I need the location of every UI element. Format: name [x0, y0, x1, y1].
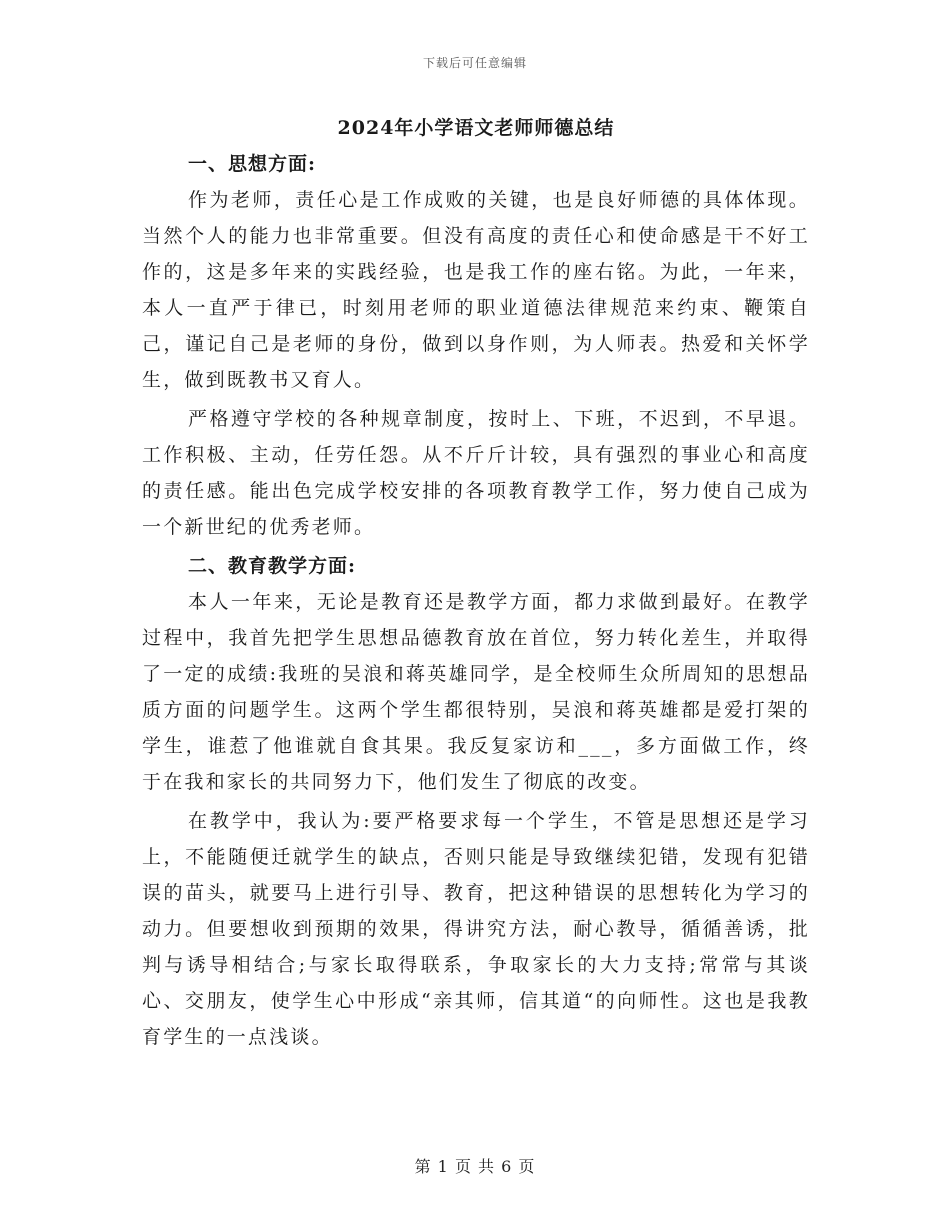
page-indicator: 第 1 页 共 6 页	[414, 1157, 536, 1176]
document-title: 2024年小学语文老师师德总结	[337, 117, 615, 139]
paragraph-thought-responsibility: 作为老师，责任心是工作成败的关键，也是良好师德的具体体现。当然个人的能力也非常重要。但没有高度的责任心和使命感是干不好工作的，这是多年来的实践经验，也是我工作的座右铭。为此，一年来，本人一直严于律已，时刻用老师的职业道德法律规范来约束、鞭策自己，谨记自己是老师的身份，做到以身作则，为人师表。热爱和关怀学生，做到既教书又育人。	[142, 189, 810, 391]
header-note: 下载后可任意编辑	[422, 56, 527, 70]
paragraph-teaching-moral-education: 本人一年来，无论是教育还是教学方面，都力求做到最好。在教学过程中，我首先把学生思想品德教育放在首位，努力转化差生，并取得了一定的成绩:我班的吴浪和蒋英雄同学，是全校师生众所周知的思想品质方面的问题学生。这两个学生都很特别，吴浪和蒋英雄都是爱打架的学生，谁惹了他谁就自食其果。我反复家访和___，多方面做工作，终于在我和家长的共同努力下，他们发生了彻底的改变。	[142, 591, 810, 793]
paragraph-thought-discipline: 严格遵守学校的各种规章制度，按时上、下班，不迟到，不早退。工作积极、主动，任劳任怨。从不斤斤计较，具有强烈的事业心和高度的责任感。能出色完成学校安排的各项教育教学工作，努力使自己成为一个新世纪的优秀老师。	[142, 408, 810, 538]
document-body	[142, 112, 810, 1055]
section-heading-teaching: 二、教育教学方面:	[188, 555, 357, 577]
section-heading-thought: 一、思想方面:	[188, 153, 317, 175]
paragraph-teaching-method: 在教学中，我认为:要严格要求每一个学生，不管是思想还是学习上，不能随便迁就学生的缺点，否则只能是导致继续犯错，发现有犯错误的苗头，就要马上进行引导、教育，把这种错误的思想转化为学习的动力。但要想收到预期的效果，得讲究方法，耐心教导，循循善诱，批判与诱导相结合;与家长取得联系，争取家长的大力支持;常常与其谈心、交朋友，使学生心中形成“亲其师，信其道“的向师性。这也是我教育学生的一点浅谈。	[142, 810, 810, 1048]
